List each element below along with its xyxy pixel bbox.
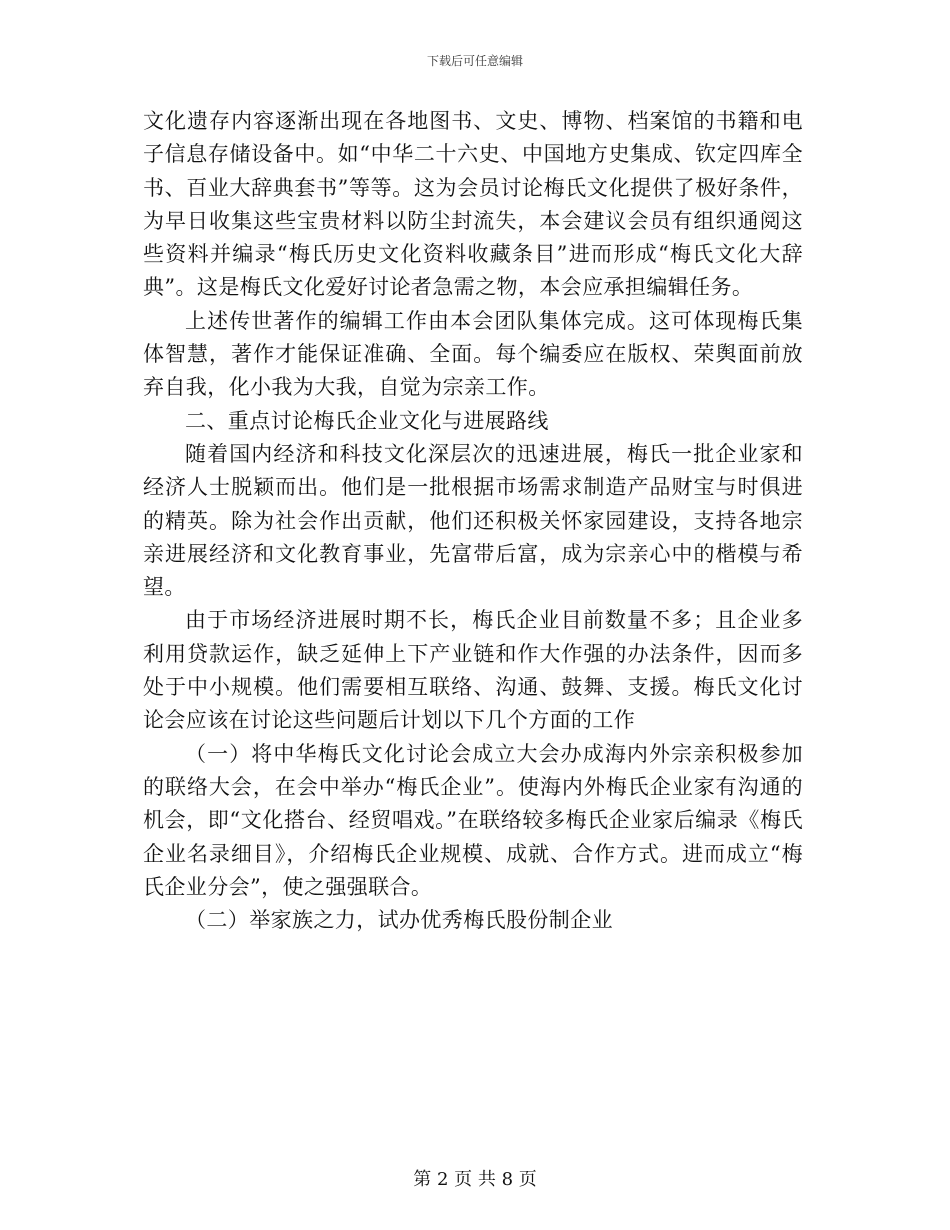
section-heading: 二、重点讨论梅氏企业文化与进展路线 <box>185 408 549 433</box>
paragraph: （二）举家族之力，试办优秀梅氏股份制企业 <box>185 908 613 933</box>
page-header: 下载后可任意编辑 <box>426 54 523 68</box>
paragraph: 随着国内经济和科技文化深层次的迅速进展，梅氏一批企业家和经济人士脱颖而出。他们是一批根据市场需求制造产品财宝与时俱进的精英。除为社会作出贡献，他们还积极关怀家园建设，支持各地宗亲进展经济和文化教育事业，先富带后富，成为宗亲心中的楷模与希望。 <box>143 441 803 600</box>
paragraph-continued: 文化遗存内容逐渐出现在各地图书、文史、博物、档案馆的书籍和电子信息存储设备中。如“中华二十六史、中国地方史集成、钦定四库全书、百业大辞典套书”等等。这为会员讨论梅氏文化提供了极好条件，为早日收集这些宝贵材料以防尘封流失，本会建议会员有组织通阅这些资料并编录“梅氏历史文化资料收藏条目”进而形成“梅氏文化大辞典”。这是梅氏文化爱好讨论者急需之物，本会应承担编辑任务。 <box>143 109 803 300</box>
document-body <box>143 105 803 937</box>
page-number: 第 2 页 共 8 页 <box>413 1169 537 1190</box>
paragraph: （一）将中华梅氏文化讨论会成立大会办成海内外宗亲积极参加的联络大会，在会中举办“梅氏企业”。使海内外梅氏企业家有沟通的机会，即“文化搭台、经贸唱戏。”在联络较多梅氏企业家后编录《梅氏企业名录细目》，介绍梅氏企业规模、成就、合作方式。进而成立“梅氏企业分会”，使之强强联合。 <box>143 741 803 899</box>
paragraph: 上述传世著作的编辑工作由本会团队集体完成。这可体现梅氏集体智慧，著作才能保证准确、全面。每个编委应在版权、荣舆面前放弃自我，化小我为大我，自觉为宗亲工作。 <box>143 308 803 400</box>
paragraph: 由于市场经济进展时期不长，梅氏企业目前数量不多；且企业多利用贷款运作，缺乏延伸上下产业链和作大作强的办法条件，因而多处于中小规模。他们需要相互联络、沟通、鼓舞、支援。梅氏文化讨论会应该在讨论这些问题后计划以下几个方面的工作 <box>143 608 803 733</box>
